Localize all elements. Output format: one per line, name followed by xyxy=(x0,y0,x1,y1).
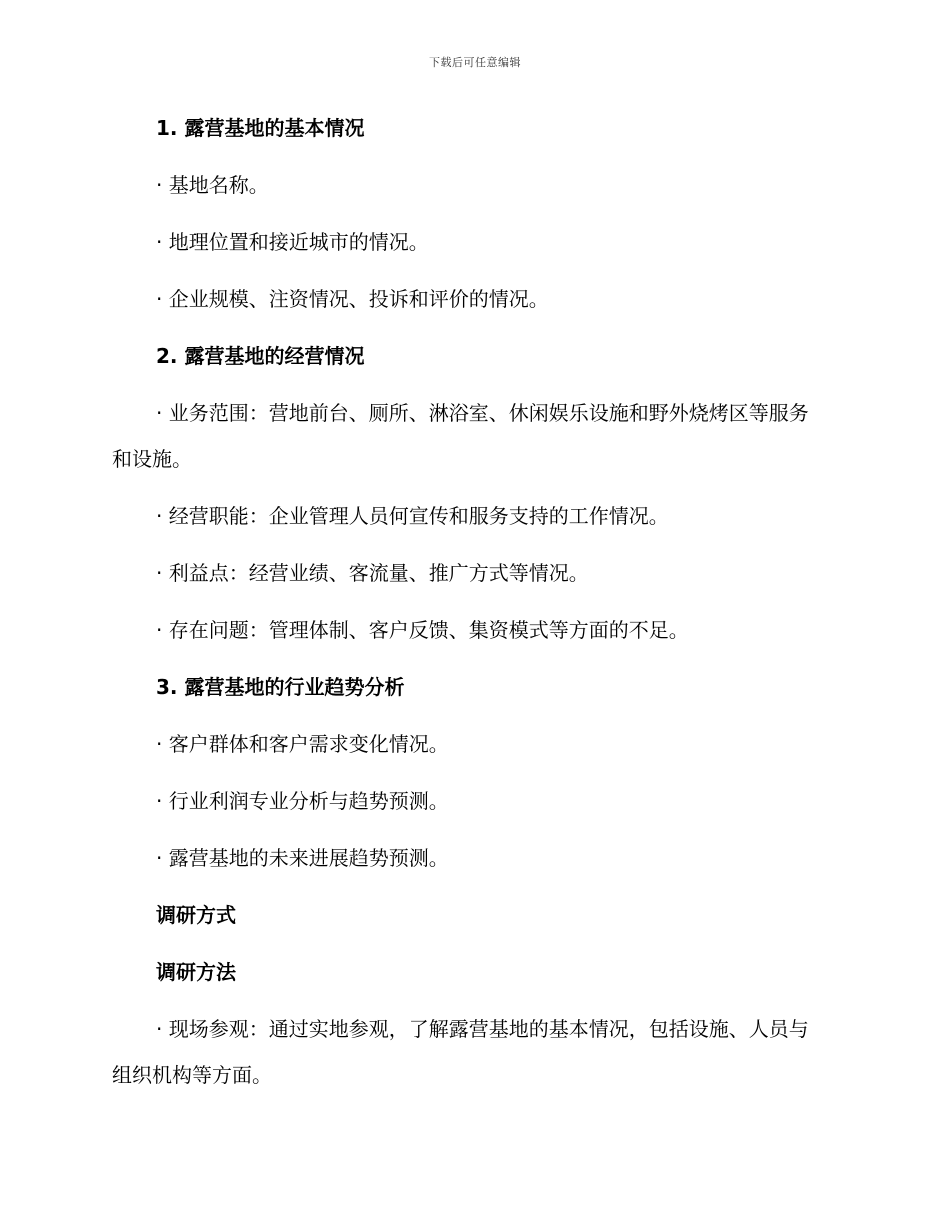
section-heading-2: 2. 露营基地的经营情况 xyxy=(156,344,365,368)
bullet-item: · 地理位置和接近城市的情况。 xyxy=(156,230,429,254)
bullet-item: · 现场参观：通过实地参观，了解露营基地的基本情况，包括设施、人员与组织机构等方面。 xyxy=(112,1017,809,1087)
section-heading-research-mode: 调研方式 xyxy=(156,903,236,927)
section-heading-1: 1. 露营基地的基本情况 xyxy=(156,116,365,140)
bullet-item: · 基地名称。 xyxy=(156,173,269,197)
header-note: 下载后可任意编辑 xyxy=(429,56,521,69)
section-heading-3: 3. 露营基地的行业趋势分析 xyxy=(156,675,405,699)
bullet-item: · 经营职能：企业管理人员何宣传和服务支持的工作情况。 xyxy=(156,504,669,528)
bullet-item: · 客户群体和客户需求变化情况。 xyxy=(156,732,449,756)
section-heading-research-method: 调研方法 xyxy=(156,960,236,984)
bullet-item: · 利益点：经营业绩、客流量、推广方式等情况。 xyxy=(156,561,589,585)
document-body xyxy=(112,110,824,1114)
bullet-item: · 露营基地的未来进展趋势预测。 xyxy=(156,846,449,870)
bullet-item: · 业务范围：营地前台、厕所、淋浴室、休闲娱乐设施和野外烧烤区等服务和设施。 xyxy=(112,401,809,471)
bullet-item: · 企业规模、注资情况、投诉和评价的情况。 xyxy=(156,287,549,311)
bullet-item: · 存在问题：管理体制、客户反馈、集资模式等方面的不足。 xyxy=(156,618,689,642)
bullet-item: · 行业利润专业分析与趋势预测。 xyxy=(156,789,449,813)
